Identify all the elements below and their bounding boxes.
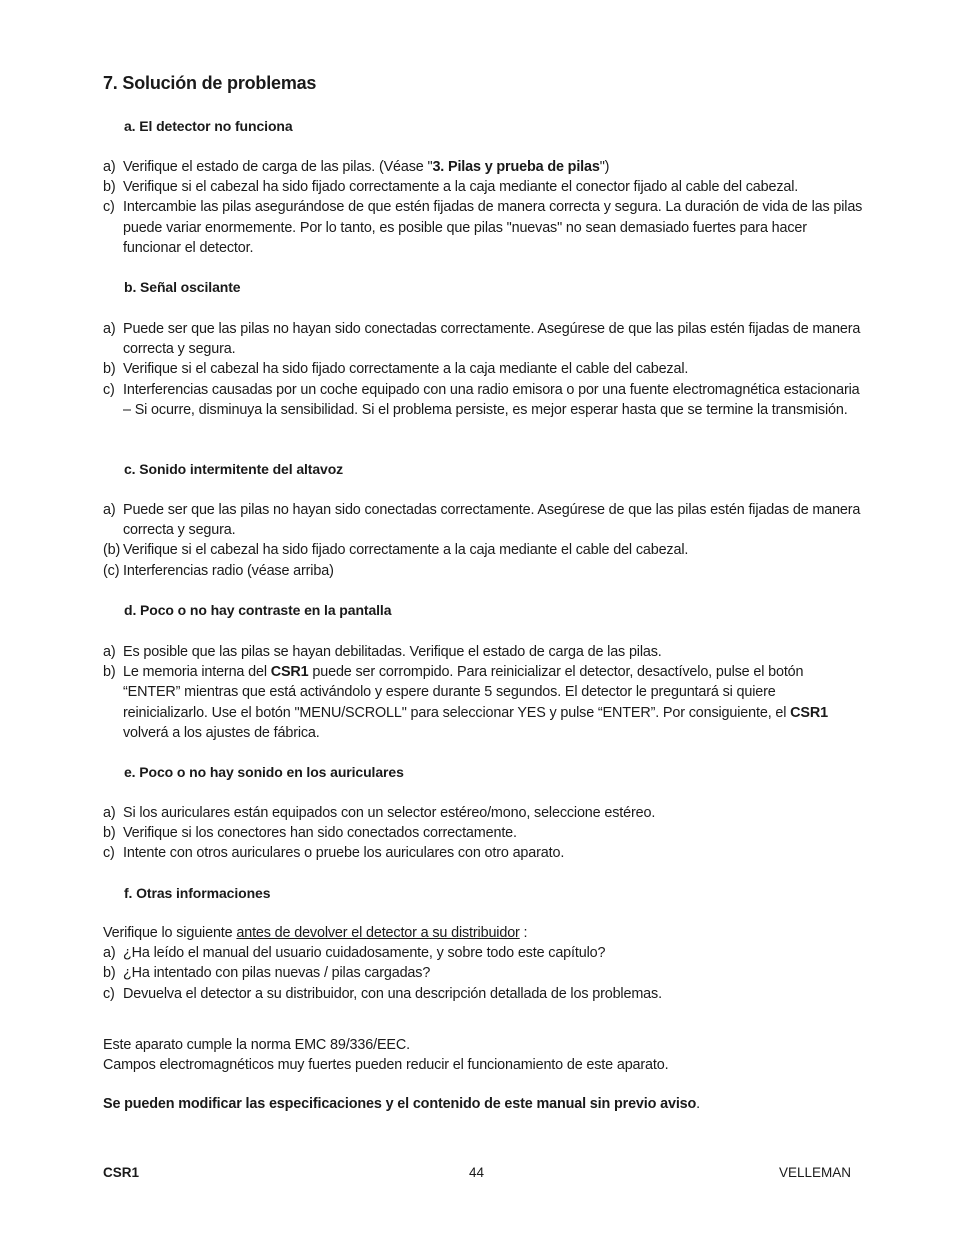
item-marker: b) <box>103 179 116 196</box>
list-c <box>103 500 863 581</box>
item-text-tail: volverá a los ajustes de fábrica. <box>123 724 320 741</box>
item-text-tail: ") <box>599 159 610 175</box>
list-item <box>103 197 863 258</box>
item-marker: b) <box>103 664 116 681</box>
compliance-line: Campos electromagnéticos muy fuertes pueden reducir el funcionamiento de este aparato. <box>103 1057 669 1074</box>
model-name: CSR1 <box>270 664 309 681</box>
footer-model: CSR1 <box>103 1165 140 1180</box>
item-text-middle: puede ser corrompido. Para reinicializar el detector, desactívelo, pulse el botón “ENTER” mientras que está activándolo y espere durante 5 segundos. El detector le preguntará si quiere reinicializarlo. Use el botón "MENU/SCROLL" para seleccionar YES y pulse “ENTER”. Por consiguiente, el <box>123 664 804 721</box>
notice-tail: . <box>696 1096 701 1112</box>
intro-text: Verifique lo siguiente <box>103 925 237 941</box>
notice-line <box>103 1094 863 1114</box>
list-item <box>103 500 863 540</box>
subheading-f: f. Otras informaciones <box>124 885 271 901</box>
item-text: Puede ser que las pilas no hayan sido conectadas correctamente. Asegúrese de que las pilas estén fijadas de manera correcta y segura. <box>123 321 861 358</box>
item-text: Si los auriculares están equipados con un selector estéreo/mono, seleccione estéreo. <box>123 805 656 821</box>
item-text: Verifique si el cabezal ha sido fijado correctamente a la caja mediante el cable del cabezal. <box>123 542 689 559</box>
item-marker: a) <box>103 945 116 962</box>
item-marker: a) <box>103 805 116 821</box>
item-marker: c) <box>103 199 115 216</box>
list-item <box>103 359 863 379</box>
list-item <box>103 823 863 843</box>
list-f <box>103 923 863 1004</box>
item-text: Devuelva el detector a su distribuidor, con una descripción detallada de los problemas. <box>123 985 662 1002</box>
reference-bold: 3. Pilas y prueba de pilas <box>432 159 600 175</box>
list-item <box>103 380 863 420</box>
item-text: Verifique si el cabezal ha sido fijado correctamente a la caja mediante el conector fijado al cable del cabezal. <box>123 179 799 196</box>
item-text: Intente con otros auriculares o pruebe los auriculares con otro aparato. <box>123 845 565 862</box>
item-text: Verifique si los conectores han sido conectados correctamente. <box>123 825 517 842</box>
item-text: Es posible que las pilas se hayan debilitadas. Verifique el estado de carga de las pilas. <box>123 644 662 660</box>
list-a <box>103 157 863 258</box>
page-title: 7. Solución de problemas <box>103 73 317 93</box>
footer-brand: VELLEMAN <box>778 1165 851 1180</box>
model-name: CSR1 <box>790 704 828 721</box>
list-item <box>103 157 863 177</box>
intro-tail: : <box>519 925 528 941</box>
list-item <box>103 963 863 983</box>
list-d <box>103 642 863 743</box>
item-marker: a) <box>103 159 116 175</box>
item-marker: c) <box>103 845 115 862</box>
item-text: Verifique si el cabezal ha sido fijado correctamente a la caja mediante el cable del cabezal. <box>123 361 689 378</box>
item-marker: (c) <box>103 562 120 579</box>
item-text: Verifique el estado de carga de las pilas. (Véase " <box>123 159 433 175</box>
subheading-e: e. Poco o no hay sonido en los auriculares <box>124 764 404 780</box>
item-text: Intercambie las pilas asegurándose de que estén fijadas de manera correcta y segura. La duración de vida de las pilas puede variar enormemente. Por lo tanto, es posible que pilas "nuevas" no sean demasiado fuertes para hacer funcionar el detector. <box>123 199 863 256</box>
list-item <box>103 540 863 560</box>
list-e <box>103 803 863 864</box>
list-item <box>103 803 863 823</box>
item-marker: a) <box>103 321 116 337</box>
item-marker: a) <box>103 644 116 660</box>
list-item <box>103 642 863 662</box>
item-marker: (b) <box>103 542 121 559</box>
page-number: 44 <box>469 1165 485 1180</box>
item-marker: c) <box>103 985 115 1002</box>
item-text: Le memoria interna del <box>123 664 271 681</box>
item-text: Puede ser que las pilas no hayan sido conectadas correctamente. Asegúrese de que las pilas estén fijadas de manera correcta y segura. <box>123 502 861 539</box>
list-item <box>103 843 863 863</box>
item-text: Interferencias radio (véase arriba) <box>123 562 334 579</box>
intro-line <box>103 923 863 943</box>
subheading-a: a. El detector no funciona <box>124 118 293 134</box>
notice-bold: Se pueden modificar las especificaciones y el contenido de este manual sin previo aviso <box>103 1096 697 1112</box>
item-marker: c) <box>103 381 115 398</box>
list-item <box>103 943 863 963</box>
item-marker: b) <box>103 825 116 842</box>
item-text: ¿Ha leído el manual del usuario cuidadosamente, y sobre todo este capítulo? <box>123 945 606 962</box>
compliance-block <box>103 1035 863 1075</box>
subheading-b: b. Señal oscilante <box>124 279 241 295</box>
underlined-text: antes de devolver el detector a su distribuidor <box>236 925 520 941</box>
list-item <box>103 662 863 743</box>
compliance-line: Este aparato cumple la norma EMC 89/336/EEC. <box>103 1037 410 1053</box>
item-marker: a) <box>103 502 116 518</box>
subheading-c: c. Sonido intermitente del altavoz <box>124 461 344 477</box>
list-b <box>103 319 863 420</box>
item-marker: b) <box>103 965 116 982</box>
item-text: ¿Ha intentado con pilas nuevas / pilas cargadas? <box>123 965 431 982</box>
list-item <box>103 561 863 581</box>
list-item <box>103 177 863 197</box>
list-item <box>103 984 863 1004</box>
list-item <box>103 319 863 359</box>
subheading-d: d. Poco o no hay contraste en la pantalla <box>124 602 392 618</box>
item-marker: b) <box>103 361 116 378</box>
item-text: Interferencias causadas por un coche equipado con una radio emisora o por una fuente electromagnética estacionaria – Si ocurre, disminuya la sensibilidad. Si el problema persiste, es mejor esperar hasta que se termine la transmisión. <box>123 381 860 418</box>
